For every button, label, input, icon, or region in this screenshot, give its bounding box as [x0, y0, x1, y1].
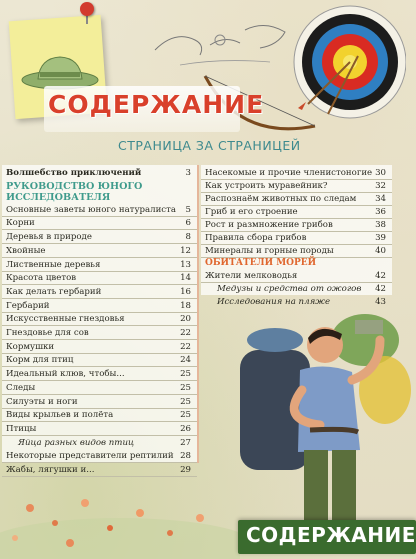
toc-entry-title: Жабы, лягушки и... — [6, 465, 95, 475]
toc-section-heading: ИССЛЕДОВАТЕЛЯ — [6, 192, 111, 204]
toc-entry-page: 34 — [375, 194, 386, 204]
toc-entry-title: Корм для птиц — [6, 355, 74, 366]
toc-entry-page: 40 — [375, 246, 386, 256]
toc-entry-title: Красота цветов — [6, 273, 77, 284]
toc-entry-page: 42 — [375, 284, 386, 294]
toc-entry-title: Медузы и средства от ожогов — [217, 284, 362, 294]
toc-entry-title: Как делать гербарий — [6, 286, 102, 297]
toc-entry[interactable] — [2, 313, 197, 326]
toc-entry[interactable] — [2, 204, 197, 217]
toc-entry[interactable] — [2, 167, 197, 180]
toc-entry-title: Гербарий — [6, 300, 50, 311]
toc-entry[interactable] — [2, 396, 197, 409]
toc-entry[interactable] — [201, 219, 392, 232]
toc-entry-page: 25 — [180, 369, 191, 380]
toc-entry-title: Следы — [6, 382, 36, 393]
toc-entry-title: Как устроить муравейник? — [205, 181, 328, 191]
toc-entry-title: Насекомые и прочие членистоногие — [205, 168, 373, 178]
toc-entry-page: 30 — [375, 168, 386, 178]
toc-entry[interactable] — [2, 382, 197, 395]
toc-entry-page: 22 — [180, 341, 191, 352]
toc-entry-title: Силуэты и ноги — [6, 396, 78, 407]
toc-entry-title: Жители мелководья — [205, 271, 298, 281]
toc-right-column — [201, 165, 392, 307]
toc-entry-title: Деревья в природе — [6, 232, 92, 243]
toc-left-column — [2, 165, 199, 475]
toc-entry-page: 26 — [180, 423, 191, 434]
toc-entry-page: 25 — [180, 396, 191, 407]
toc-entry-page: 27 — [180, 437, 191, 448]
toc-entry-page: 32 — [375, 181, 386, 191]
toc-entry[interactable] — [201, 180, 392, 193]
toc-entry[interactable] — [2, 231, 197, 244]
toc-entry[interactable] — [201, 270, 392, 283]
toc-entry-page: 39 — [375, 233, 386, 243]
footer-title: СОДЕРЖАНИЕ — [246, 523, 416, 547]
toc-entry-page: 22 — [180, 328, 191, 338]
toc-entry-page: 6 — [185, 218, 191, 229]
toc-entry-title: Некоторые представители рептилий — [6, 451, 174, 462]
toc-entry-page: 20 — [180, 314, 191, 325]
toc-entry-title: Гнездовье для сов — [6, 328, 89, 338]
hiker-illustration — [220, 300, 416, 530]
pushpin-icon — [80, 2, 94, 16]
toc-section-heading: ОБИТАТЕЛИ МОРЕЙ — [205, 258, 317, 268]
toc-entry-title: Виды крыльев и полёта — [6, 410, 114, 421]
toc-entry[interactable] — [2, 368, 197, 381]
toc-entry[interactable] — [2, 341, 197, 354]
toc-entry-title: Волшебство приключений — [6, 168, 142, 178]
toc-entry[interactable] — [2, 423, 197, 436]
toc-entry-title: Птицы — [6, 423, 37, 434]
toc-entry[interactable] — [2, 272, 197, 285]
toc-entry-title: Основные заветы юного натуралиста — [6, 204, 176, 215]
toc-entry[interactable] — [2, 286, 197, 299]
toc-entry-title: Правила сбора грибов — [205, 233, 307, 243]
toc-entry-page: 14 — [180, 273, 191, 284]
page-subtitle: СТРАНИЦА ЗА СТРАНИЦЕЙ — [118, 138, 301, 153]
toc-entry-title: Лиственные деревья — [6, 259, 101, 270]
toc-entry[interactable] — [201, 283, 392, 296]
toc-entry-page: 43 — [375, 297, 386, 307]
toc-entry-title: Гриб и его строение — [205, 207, 298, 217]
toc-entry[interactable] — [201, 206, 392, 219]
toc-entry-page: 36 — [375, 207, 386, 217]
toc-entry-page: 12 — [180, 245, 191, 256]
toc-entry[interactable] — [2, 354, 197, 367]
toc-entry[interactable] — [201, 193, 392, 206]
toc-entry-title: Рост и размножение грибов — [205, 220, 333, 230]
toc-entry[interactable] — [2, 437, 197, 450]
toc-entry-page: 16 — [180, 286, 191, 297]
toc-entry-title: Исследования на пляже — [217, 297, 331, 307]
toc-entry-page: 25 — [180, 382, 191, 393]
flowers-decoration — [0, 468, 240, 559]
toc-entry[interactable] — [2, 259, 197, 272]
toc-entry-page: 3 — [185, 168, 191, 178]
toc-entry-title: Яйца разных видов птиц — [18, 437, 134, 448]
toc-entry[interactable] — [201, 245, 392, 258]
toc-entry-title: Хвойные — [6, 245, 46, 256]
toc-entry-page: 28 — [180, 451, 191, 462]
toc-entry-title: Корни — [6, 218, 35, 229]
toc-entry-title: Кормушки — [6, 341, 55, 352]
hands-sketch-icon — [150, 10, 290, 70]
page-title: СОДЕРЖАНИЕ — [48, 90, 265, 119]
toc-entry-page: 38 — [375, 220, 386, 230]
toc-entry[interactable] — [2, 409, 197, 422]
toc-entry-page: 5 — [185, 204, 191, 215]
toc-entry-title: Минералы и горные породы — [205, 246, 334, 256]
toc-entry-page: 13 — [180, 259, 191, 270]
toc-entry-page: 8 — [185, 232, 191, 243]
toc-entry-title: Идеальный клюв, чтобы... — [6, 369, 125, 380]
toc-entry[interactable] — [2, 450, 197, 463]
toc-entry-page: 42 — [375, 271, 386, 281]
toc-entry[interactable] — [2, 245, 197, 258]
toc-entry[interactable] — [201, 232, 392, 245]
toc-entry-page: 29 — [180, 465, 191, 475]
toc-entry[interactable] — [2, 300, 197, 313]
toc-entry-page: 24 — [180, 355, 191, 366]
toc-entry[interactable] — [2, 327, 197, 340]
toc-entry[interactable] — [2, 217, 197, 230]
toc-entry-page: 18 — [180, 300, 191, 311]
toc-entry-title: Искусственные гнездовья — [6, 314, 125, 325]
toc-entry-title: Распознаём животных по следам — [205, 194, 357, 204]
toc-section-heading: РУКОВОДСТВО ЮНОГО — [6, 180, 143, 192]
toc-entry[interactable] — [201, 167, 392, 180]
toc-entry-page: 25 — [180, 410, 191, 421]
